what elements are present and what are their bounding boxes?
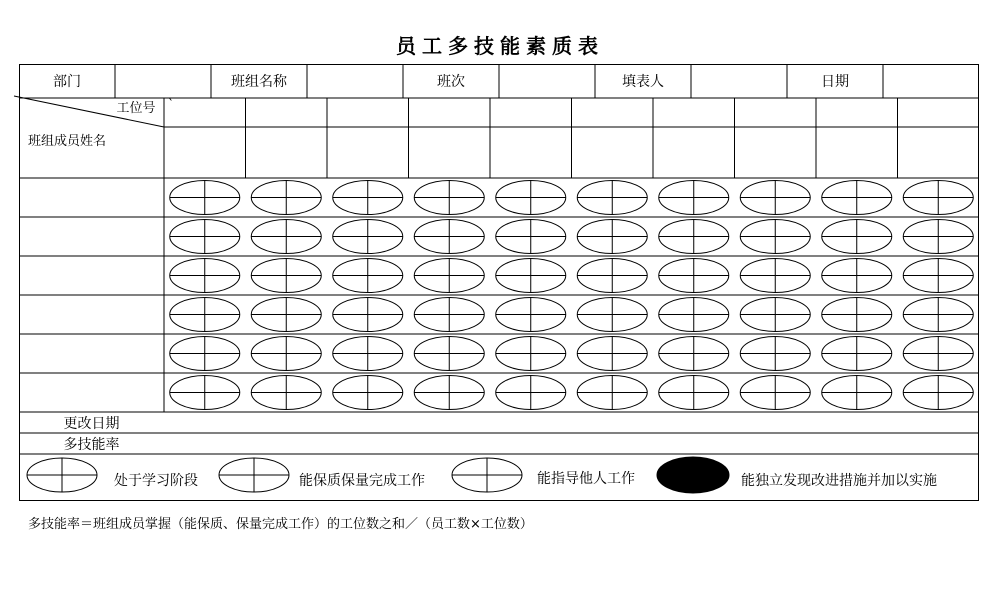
skill-level-ellipse[interactable] — [822, 298, 892, 332]
skill-level-ellipse[interactable] — [577, 376, 647, 410]
skill-level-ellipse[interactable] — [170, 298, 240, 332]
skill-level-ellipse[interactable] — [659, 220, 729, 254]
skill-level-ellipse[interactable] — [251, 298, 321, 332]
skill-level-ellipse[interactable] — [577, 259, 647, 293]
skill-level-ellipse[interactable] — [577, 220, 647, 254]
skill-level-ellipse[interactable] — [333, 376, 403, 410]
skill-level-ellipse[interactable] — [414, 337, 484, 371]
position-no-value: ` — [168, 97, 174, 111]
skill-level-ellipse[interactable] — [333, 298, 403, 332]
filler-label: 填表人 — [622, 74, 664, 90]
skill-level-ellipse[interactable] — [170, 181, 240, 215]
skill-level-ellipse[interactable] — [170, 259, 240, 293]
skill-level-ellipse[interactable] — [740, 337, 810, 371]
skill-level-ellipse[interactable] — [577, 337, 647, 371]
skill-level-ellipse[interactable] — [496, 376, 566, 410]
position-no-label: 工位号 — [116, 100, 156, 116]
legend-label-can-complete: 能保质保量完成工作 — [299, 473, 425, 489]
skill-level-ellipse[interactable] — [170, 376, 240, 410]
skill-level-ellipse[interactable] — [333, 337, 403, 371]
skill-level-ellipse[interactable] — [822, 220, 892, 254]
skill-level-ellipse[interactable] — [496, 181, 566, 215]
skill-level-ellipse[interactable] — [414, 376, 484, 410]
change-date-label: 更改日期 — [63, 415, 120, 432]
skill-level-ellipse[interactable] — [251, 376, 321, 410]
skill-level-ellipse[interactable] — [740, 376, 810, 410]
form-title: 员工多技能素质表 — [396, 34, 604, 58]
skill-level-ellipse[interactable] — [496, 220, 566, 254]
skill-level-ellipse[interactable] — [903, 259, 973, 293]
skill-level-ellipse[interactable] — [414, 220, 484, 254]
skill-level-ellipse[interactable] — [496, 337, 566, 371]
skill-level-ellipse[interactable] — [903, 220, 973, 254]
legend-label-can-guide: 能指导他人工作 — [537, 471, 635, 487]
skill-level-ellipse[interactable] — [822, 181, 892, 215]
skill-level-ellipse[interactable] — [903, 337, 973, 371]
date-label: 日期 — [821, 74, 849, 90]
skill-level-ellipse[interactable] — [577, 181, 647, 215]
skill-level-ellipse[interactable] — [903, 181, 973, 215]
skill-level-ellipse[interactable] — [414, 181, 484, 215]
skill-level-ellipse[interactable] — [659, 337, 729, 371]
legend-learning-icon — [27, 458, 97, 492]
skill-level-ellipse[interactable] — [414, 259, 484, 293]
skill-level-ellipse[interactable] — [496, 298, 566, 332]
skill-level-ellipse[interactable] — [170, 337, 240, 371]
skill-level-ellipse[interactable] — [740, 220, 810, 254]
skill-level-ellipse[interactable] — [740, 298, 810, 332]
skill-level-ellipse[interactable] — [903, 298, 973, 332]
skill-level-ellipse[interactable] — [577, 298, 647, 332]
skill-level-ellipse[interactable] — [170, 220, 240, 254]
legend-can-complete-icon — [219, 458, 289, 492]
legend-label-can-improve: 能独立发现改进措施并加以实施 — [741, 473, 937, 489]
dept-label: 部门 — [53, 74, 81, 90]
legend-can-improve-icon — [657, 457, 729, 493]
skill-level-ellipse[interactable] — [740, 259, 810, 293]
skill-level-ellipse[interactable] — [659, 376, 729, 410]
skill-level-ellipse[interactable] — [659, 259, 729, 293]
skill-level-ellipse[interactable] — [333, 259, 403, 293]
skill-level-ellipse[interactable] — [251, 337, 321, 371]
member-name-label: 班组成员姓名 — [28, 133, 107, 149]
skill-level-ellipse[interactable] — [822, 376, 892, 410]
skill-level-ellipse[interactable] — [333, 220, 403, 254]
skill-level-ellipse[interactable] — [659, 181, 729, 215]
skill-level-ellipse[interactable] — [251, 181, 321, 215]
skill-level-ellipse[interactable] — [822, 337, 892, 371]
legend-can-guide-icon — [452, 458, 522, 492]
formula-note: 多技能率＝班组成员掌握（能保质、保量完成工作）的工位数之和／（员工数×工位数） — [28, 517, 533, 532]
skill-level-ellipse[interactable] — [659, 298, 729, 332]
skill-level-ellipse[interactable] — [251, 220, 321, 254]
team-name-label: 班组名称 — [231, 74, 287, 90]
skill-level-ellipse[interactable] — [496, 259, 566, 293]
corner-diagonal — [14, 96, 164, 127]
skill-level-ellipse[interactable] — [251, 259, 321, 293]
shift-label: 班次 — [437, 74, 465, 90]
skill-level-ellipse[interactable] — [903, 376, 973, 410]
skill-level-ellipse[interactable] — [822, 259, 892, 293]
skill-level-ellipse[interactable] — [414, 298, 484, 332]
skill-level-ellipse[interactable] — [333, 181, 403, 215]
legend-label-learning: 处于学习阶段 — [114, 473, 198, 489]
skill-level-ellipse[interactable] — [740, 181, 810, 215]
multi-skill-rate-label: 多技能率 — [63, 436, 120, 453]
